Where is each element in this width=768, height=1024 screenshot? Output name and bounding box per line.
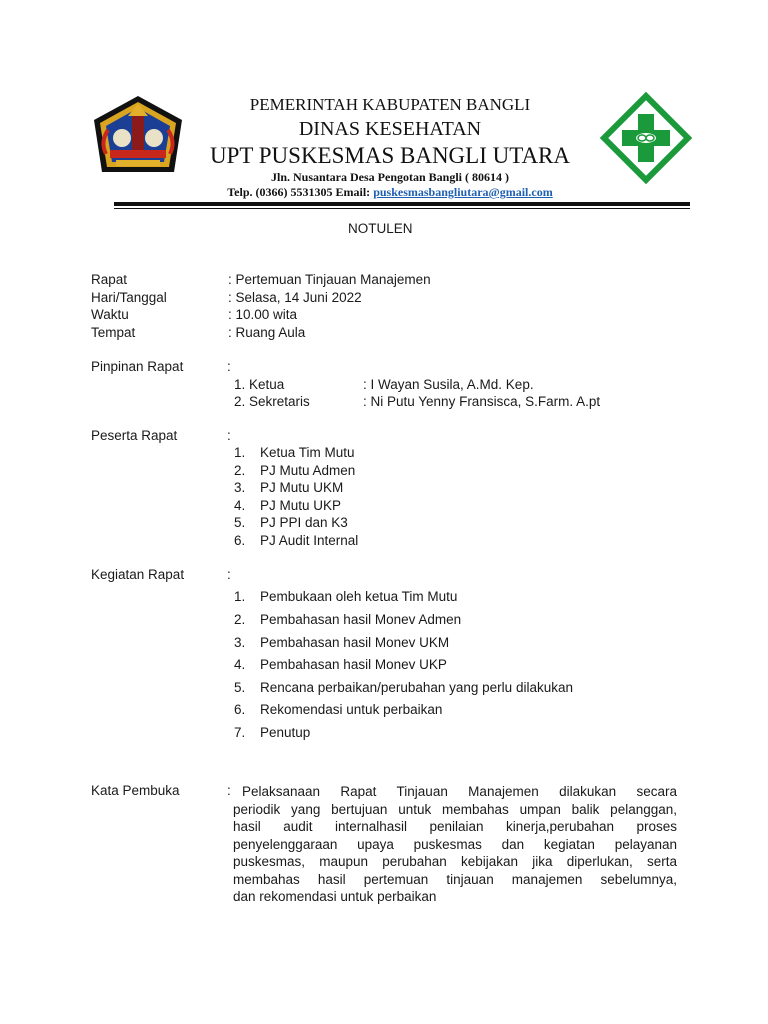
- peserta-item: Ketua Tim Mutu: [260, 445, 355, 460]
- kegiatan-colon: :: [227, 567, 231, 582]
- info-label-time: Waktu: [91, 307, 129, 322]
- kata-pembuka-paragraph: [233, 783, 677, 906]
- paragraph-line: periodik yang bertujuan untuk membahas umpan balik pelanggan,: [233, 801, 677, 817]
- kegiatan-item: Penutup: [260, 725, 311, 740]
- kegiatan-num: 5.: [234, 680, 246, 695]
- info-label-date: Hari/Tanggal: [91, 290, 167, 305]
- info-value-place: : Ruang Aula: [228, 325, 306, 340]
- pimpinan-colon: :: [227, 359, 231, 374]
- info-label-place: Tempat: [91, 325, 136, 340]
- peserta-item: PJ Audit Internal: [260, 533, 359, 548]
- peserta-colon: :: [227, 428, 231, 443]
- email-link[interactable]: puskesmasbangliutara@gmail.com: [373, 185, 553, 199]
- kegiatan-num: 1.: [234, 589, 246, 604]
- kegiatan-label: Kegiatan Rapat: [91, 567, 185, 582]
- paragraph-line: puskesmas, maupun perubahan kebijakan jika diperlukan, serta: [233, 854, 677, 869]
- kegiatan-item: Pembahasan hasil Monev UKP: [260, 657, 447, 672]
- kegiatan-num: 7.: [234, 725, 246, 740]
- kegiatan-num: 3.: [234, 635, 246, 650]
- peserta-num: 2.: [234, 463, 246, 478]
- info-label-rapat: Rapat: [91, 272, 128, 287]
- kegiatan-item: Rencana perbaikan/perubahan yang perlu dilakukan: [260, 680, 573, 695]
- header-divider-thin: [114, 208, 690, 209]
- peserta-item: PJ Mutu UKP: [260, 498, 342, 513]
- kata-pembuka-label: Kata Pembuka: [91, 783, 180, 798]
- peserta-label: Peserta Rapat: [91, 428, 178, 443]
- paragraph-line: membahas hasil pertemuan tinjauan manajemen sebelumnya,: [233, 871, 677, 887]
- pimpinan-role: 1. Ketua: [234, 377, 285, 392]
- header-address: Jln. Nusantara Desa Pengotan Bangli ( 80614 ): [270, 170, 509, 184]
- header-phone: Telp. (0366) 5531305 Email:: [227, 185, 374, 199]
- pimpinan-role: 2. Sekretaris: [234, 394, 310, 409]
- peserta-num: 4.: [234, 498, 246, 513]
- pimpinan-name: : I Wayan Susila, A.Md. Kep.: [363, 377, 534, 392]
- peserta-num: 6.: [234, 533, 246, 548]
- kegiatan-item: Rekomendasi untuk perbaikan: [260, 702, 443, 717]
- peserta-num: 1.: [234, 445, 246, 460]
- puskesmas-logo: [598, 90, 694, 186]
- paragraph-line: Pelaksanaan Rapat Tinjauan Manajemen dilakukan secara: [242, 784, 677, 799]
- paragraph-line: dan rekomendasi untuk perbaikan: [233, 889, 437, 904]
- paragraph-line: penyelenggaraan upaya puskesmas dan kegiatan pelayanan: [233, 836, 677, 852]
- paragraph-line: hasil audit internalhasil penilaian kinerja,perubahan proses: [233, 819, 677, 834]
- peserta-num: 3.: [234, 480, 246, 495]
- peserta-item: PJ PPI dan K3: [260, 515, 348, 530]
- kegiatan-num: 4.: [234, 657, 246, 672]
- peserta-item: PJ Mutu UKM: [260, 480, 344, 495]
- header-divider-thick: [114, 202, 690, 206]
- header-agency: DINAS KESEHATAN: [298, 118, 482, 140]
- pimpinan-label: Pinpinan Rapat: [91, 359, 184, 374]
- kegiatan-item: Pembahasan hasil Monev Admen: [260, 612, 462, 627]
- kegiatan-num: 6.: [234, 702, 246, 717]
- peserta-num: 5.: [234, 515, 246, 530]
- kegiatan-item: Pembukaan oleh ketua Tim Mutu: [260, 589, 458, 604]
- kegiatan-num: 2.: [234, 612, 246, 627]
- info-value-date: : Selasa, 14 Juni 2022: [228, 290, 362, 305]
- document-title: NOTULEN: [348, 221, 413, 236]
- info-value-rapat: : Pertemuan Tinjauan Manajemen: [228, 272, 431, 287]
- header-government: PEMERINTAH KABUPATEN BANGLI: [249, 95, 531, 114]
- header-contact: [140, 185, 640, 200]
- pimpinan-name: : Ni Putu Yenny Fransisca, S.Farm. A.pt: [363, 394, 601, 409]
- kegiatan-item: Pembahasan hasil Monev UKM: [260, 635, 450, 650]
- header-institution: UPT PUSKESMAS BANGLI UTARA: [209, 143, 571, 168]
- kata-pembuka-colon: :: [227, 783, 231, 798]
- info-value-time: : 10.00 wita: [228, 307, 298, 322]
- peserta-item: PJ Mutu Admen: [260, 463, 356, 478]
